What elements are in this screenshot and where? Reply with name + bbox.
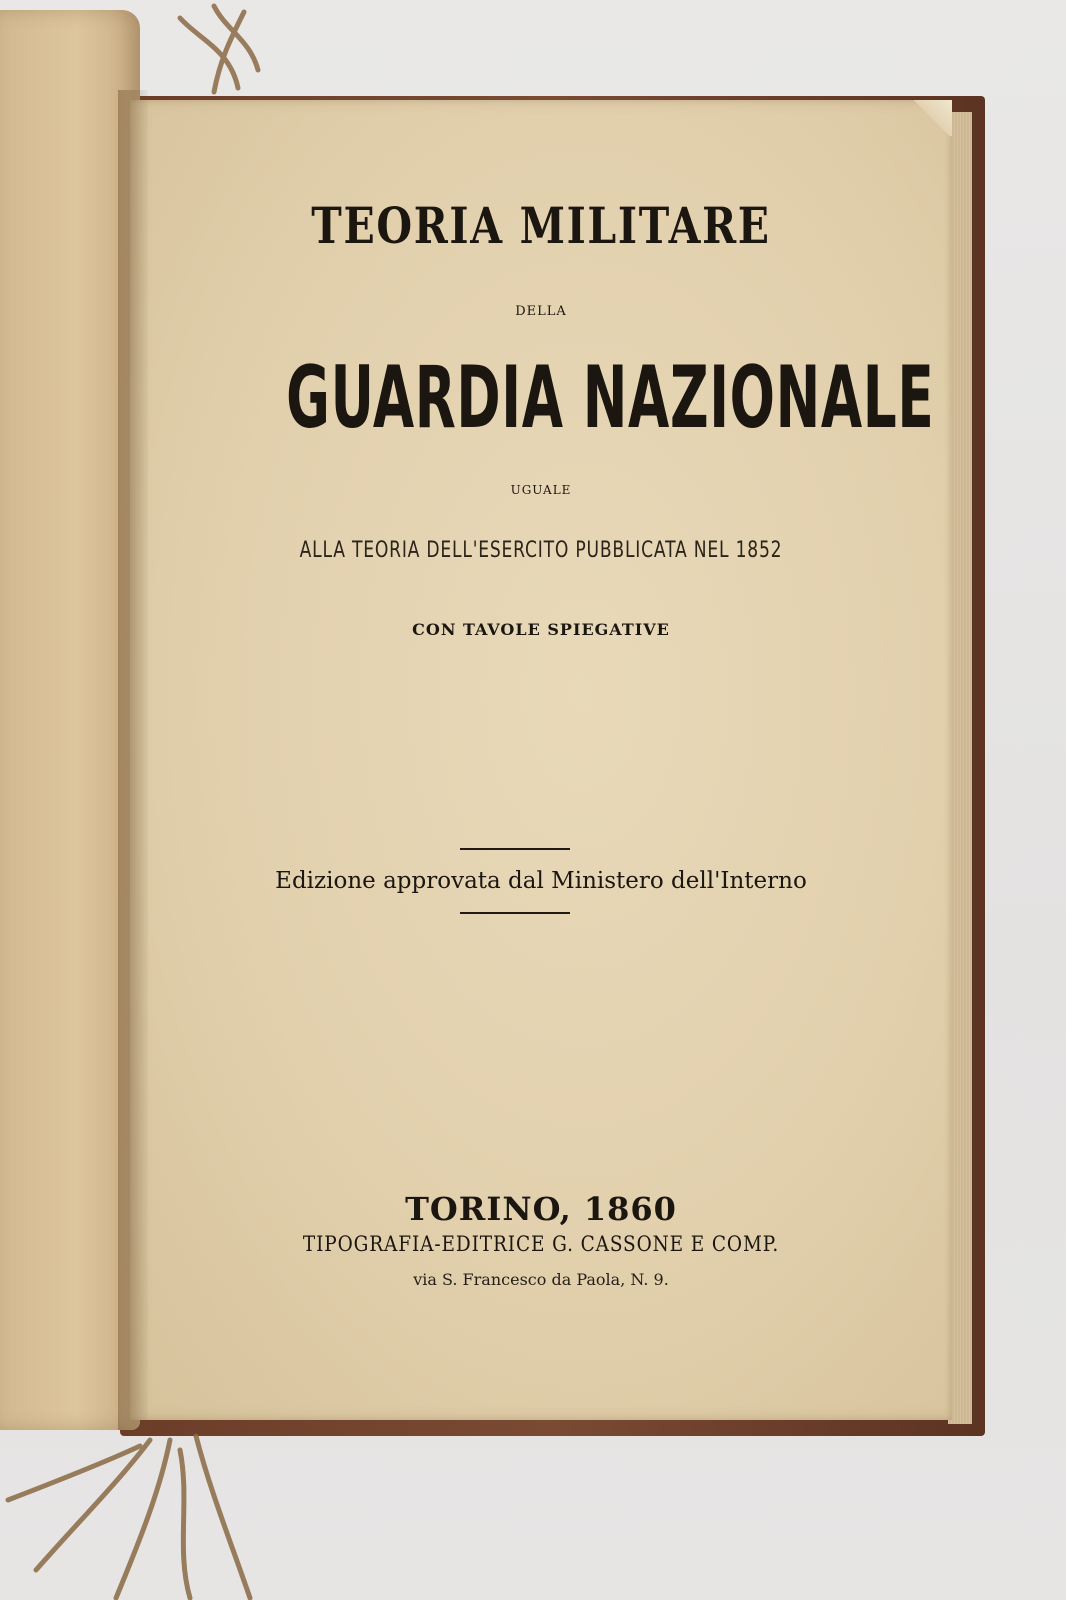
plates-note: CON TAVOLE SPIEGATIVE — [412, 620, 670, 639]
title-line-1: TEORIA MILITARE — [311, 196, 771, 255]
bottom-string-2 — [116, 1440, 170, 1598]
bottom-string-3 — [196, 1436, 250, 1598]
edition-note: Edizione approvata dal Ministero dell'Interno — [275, 868, 807, 894]
imprint-address: via S. Francesco da Paola, N. 9. — [413, 1270, 669, 1289]
connector-della: DELLA — [515, 304, 567, 319]
imprint-city-year: TORINO, 1860 — [405, 1190, 677, 1228]
title-line-2: GUARDIA NAZIONALE — [286, 348, 935, 448]
bottom-string-5 — [180, 1450, 190, 1598]
connector-uguale: UGUALE — [510, 483, 572, 497]
imprint-publisher: TIPOGRAFIA-EDITRICE G. CASSONE E COMP. — [302, 1232, 780, 1256]
subtitle: ALLA TEORIA DELL'ESERCITO PUBBLICATA NEL 1852 — [299, 538, 783, 563]
